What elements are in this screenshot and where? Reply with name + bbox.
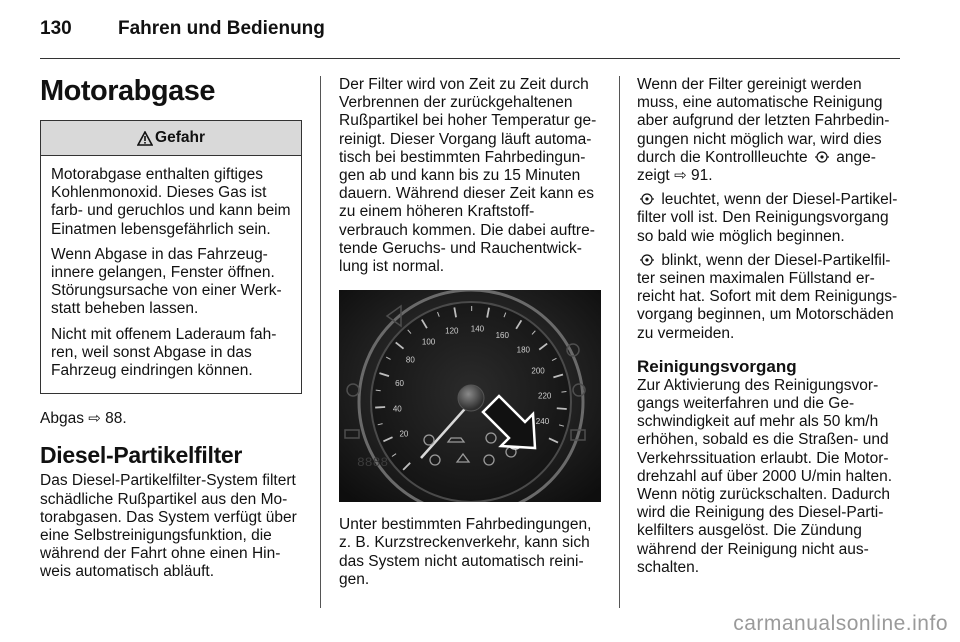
page-number: 130	[40, 18, 72, 39]
dpf-icon	[639, 253, 655, 267]
warning-box	[40, 120, 302, 394]
header-rule	[40, 58, 900, 59]
dpf-icon	[639, 192, 655, 206]
gauge-label: 220	[538, 391, 552, 401]
abgas-page: 88.	[105, 410, 127, 428]
section-title-diesel-partikelfilter: Diesel-Partikelfilter	[40, 442, 243, 469]
indicator-text: Wenn der Filter gereinigt werden muss, eine automatische Reinigung aber aufgrund der letzten Fahrbedin-gungen nicht möglich war, wird dies durch die Kontrollleuchte	[637, 76, 890, 166]
indicator-text: ange-zeigt	[637, 148, 876, 185]
lights-paragraph	[637, 191, 903, 246]
subsection-title-reinigungsvorgang: Reinigungsvorgang	[637, 356, 797, 376]
gauge-tick	[557, 408, 567, 409]
cleaning-paragraph: Zur Aktivierung des Reinigungsvor-gangs weiterfahren und die Ge-schwindigkeit auf mehr als 50 km/h erhöhen, sobald es die Straßen- und Verkehrssituation erlaubt. Die Motor-drehzahl auf über 2000 U/min halten. Wenn nötig zurückschalten. Dadurch wird die Reinigung des Diesel-Parti-kelfilters ausgelöst. Die Zündung während der Reinigung nicht aus-schalten.	[637, 376, 893, 576]
blinks-text: blinkt, wenn der Diesel-Partikelfil-ter seinen maximalen Füllstand er-reicht hat. Sofort mit dem Reinigungs-vorgang beginnen, um Motorschäden zu vermeiden.	[637, 251, 898, 342]
abgas-label: Abgas	[40, 410, 84, 428]
indicator-page: 91.	[690, 167, 713, 185]
gauge-label: 160	[495, 331, 509, 341]
chapter-title: Fahren und Bedienung	[118, 18, 325, 39]
warning-body	[41, 156, 301, 393]
page-ref-arrow-icon: ⇨	[674, 167, 687, 185]
lcd-display: 8888	[357, 455, 389, 471]
gauge-hub	[458, 385, 484, 411]
column-3	[637, 76, 903, 583]
warning-title: Gefahr	[155, 128, 205, 146]
column-1	[40, 76, 302, 588]
indicator-paragraph	[637, 76, 903, 185]
gauge-label: 240	[535, 417, 550, 427]
gauge-label: 80	[405, 355, 415, 365]
warning-paragraph: Wenn Abgase in das Fahrzeug-innere gelangen, Fenster öffnen. Störungsursache von einer Werk-statt beheben lassen.	[51, 245, 282, 318]
lights-text: leuchtet, wenn der Diesel-Partikel-filter voll ist. Den Reinigungsvorgang so bald wie möglich beginnen.	[637, 191, 898, 245]
gauge-label: 20	[399, 429, 409, 439]
dpf-icon	[814, 150, 830, 164]
speedometer-illustration	[339, 290, 601, 502]
section-text: Das Diesel-Partikelfilter-System filtert schädliche Rußpartikel aus den Mo-torabgasen. Das System verfügt über eine Selbstreinigungsfunktion, die während der Fahrt ohne einen Hin-weis automatisch abläuft.	[40, 472, 297, 581]
blinks-paragraph	[637, 252, 903, 343]
conditions-paragraph: Unter bestimmten Fahrbedingungen, z. B. Kurzstreckenverkehr, kann sich das System nicht automatisch reini-gen.	[339, 516, 592, 588]
gauge-tick	[561, 392, 566, 393]
gauge-label: 140	[470, 324, 485, 334]
watermark: carmanualsonline.info	[733, 612, 948, 635]
gauge-tick	[376, 390, 381, 391]
gauge-label: 120	[445, 326, 459, 336]
gauge-label: 100	[421, 337, 436, 347]
gauge-label: 60	[395, 379, 404, 389]
abgas-reference	[40, 410, 302, 428]
warning-paragraph: Nicht mit offenem Laderaum fah-ren, weil sonst Abgase in das Fahrzeug eindringen können.	[51, 325, 277, 380]
column-divider	[320, 76, 321, 608]
page-ref-arrow-icon: ⇨	[88, 410, 101, 428]
page-header	[40, 14, 900, 48]
gauge-tick	[375, 407, 385, 408]
section-title-motorabgase: Motorabgase	[40, 75, 215, 107]
filter-paragraph: Der Filter wird von Zeit zu Zeit durch Verbrennen der zurückgehaltenen Rußpartikel bei hoher Temperatur ge-reinigt. Dieser Vorgang läuft automa-tisch bei bestimmten Fahrbedingun-gen ab und kann bis zu 15 Minuten dauern. Während dieser Zeit kann es zu einem höheren Kraftstoff-verbrauch kommen. Die dabei auftre-tende Geruchs- und Rauchentwick-lung ist normal.	[339, 76, 597, 276]
warning-triangle-icon	[137, 131, 153, 146]
gauge-label: 40	[392, 404, 402, 414]
instrument-cluster-figure	[339, 290, 601, 502]
gauge-label: 180	[516, 345, 531, 355]
warning-paragraph: Motorabgase enthalten giftiges Kohlenmonoxid. Dieses Gas ist farb- und geruchlos und kann beim Einatmen lebensgefährlich sein.	[51, 166, 291, 238]
column-2	[339, 76, 601, 595]
gauge-label: 200	[531, 366, 545, 376]
warning-header	[41, 121, 301, 156]
column-divider	[619, 76, 620, 608]
